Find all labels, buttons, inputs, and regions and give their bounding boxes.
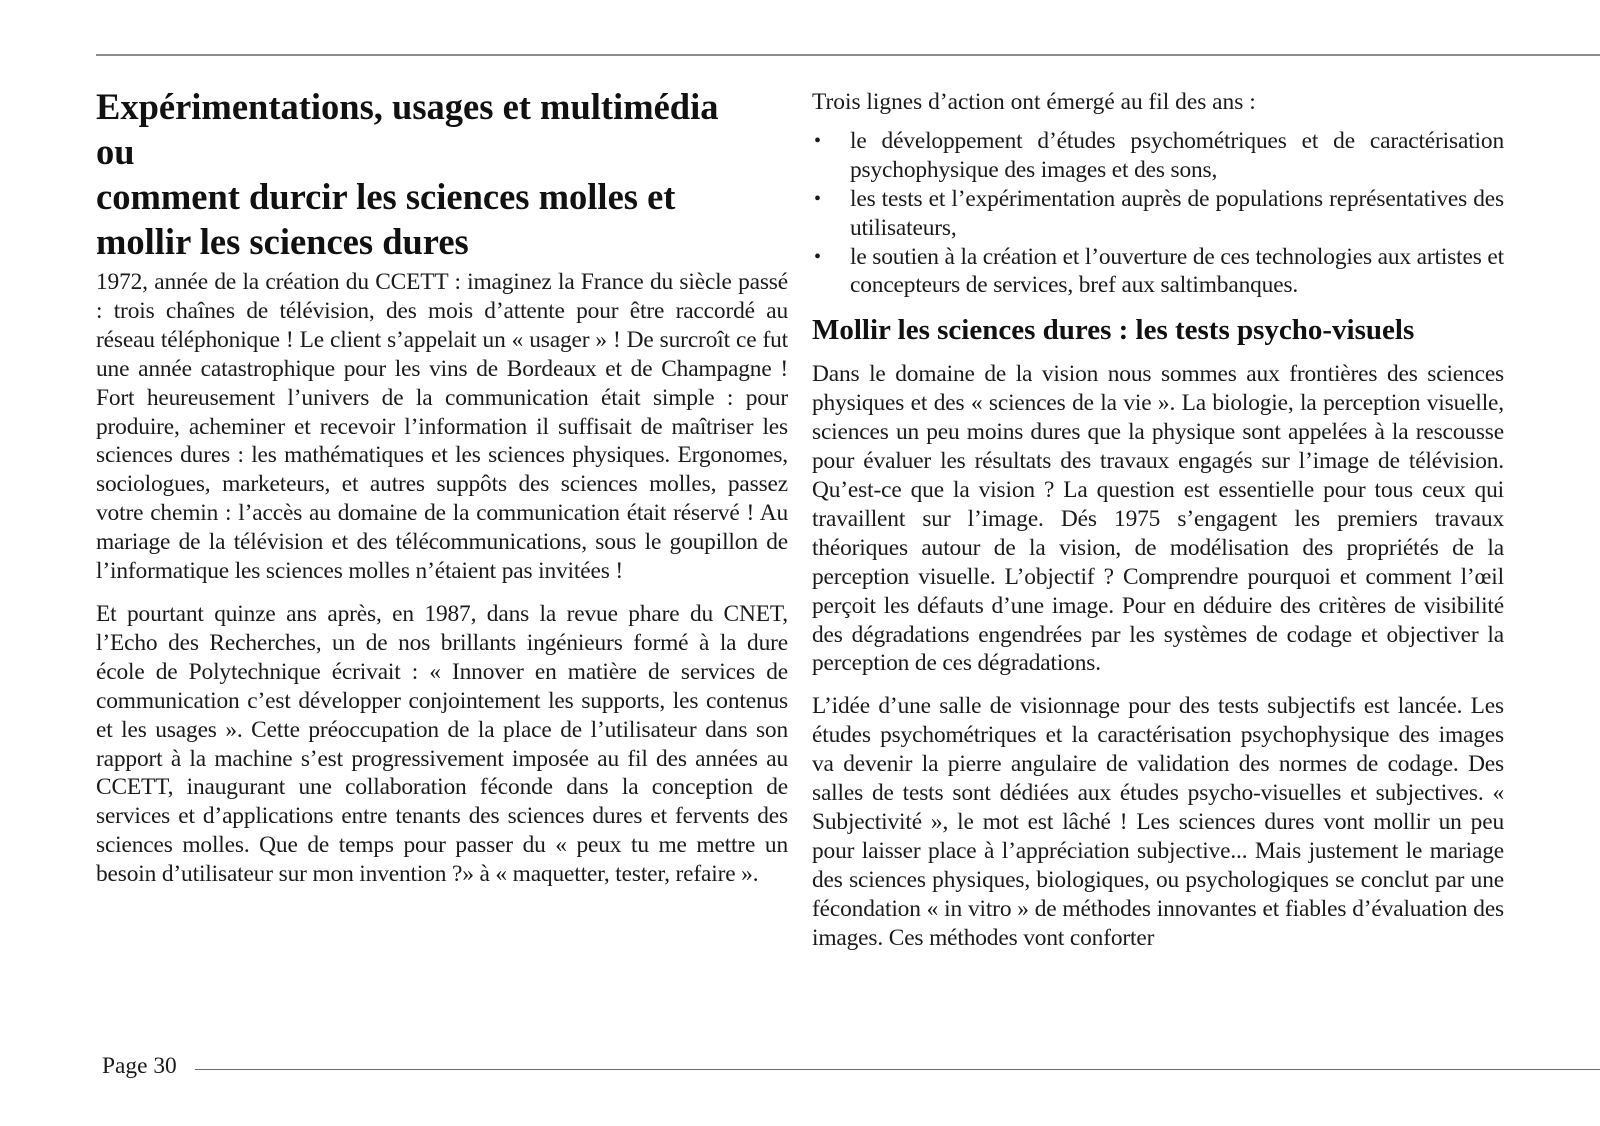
list-item-text: les tests et l’expérimentation auprès de populations représentatives des utilisateurs, [850, 185, 1504, 241]
section-heading: Mollir les sciences dures : les tests psycho-visuels [812, 314, 1415, 347]
action-lines-intro: Trois lignes d’action ont émergé au fil des ans : [812, 89, 1256, 115]
bullet-icon: • [814, 187, 821, 210]
bullet-icon: • [814, 129, 821, 152]
title-line: ou [96, 131, 135, 172]
list-item-text: le développement d’études psychométriques et de caractérisation psychophysique des images et des sons, [850, 127, 1504, 183]
footer-rule [195, 1069, 1600, 1070]
action-lines-list [812, 127, 1504, 300]
article-title [96, 84, 788, 264]
body-paragraph: L’idée d’une salle de visionnage pour des tests subjectifs est lancée. Les études psychométriques et la caractérisation psychophysique des images va devenir la pierre angulaire de validation des normes de codage. Des salles de tests sont dédiées aux études psycho-visuelles et subjectives. « Subjectivité », le mot est lâché ! Les sciences dures vont mollir un peu pour laisser place à l’appréciation subjective... Mais justement le mariage des sciences physiques, biologiques, ou psychologiques se conclut par une fécondation « in vitro » de méthodes innovantes et fiables d’évaluation des images. Ces méthodes vont conforter [812, 693, 1504, 951]
title-line: Expérimentations, usages et multimédia [96, 86, 719, 127]
list-item [812, 243, 1504, 301]
title-line: mollir les sciences dures [96, 221, 469, 262]
body-paragraph: Dans le domaine de la vision nous sommes aux frontières des sciences physiques et des « sciences de la vie ». La biologie, la perception visuelle, sciences un peu moins dures que la physique sont appelées à la rescousse pour évaluer les résultats des travaux engagés sur l’image de télévision. Qu’est-ce que la vision ? La question est essentielle pour tous ceux qui travaillent sur l’image. Dés 1975 s’engagent les premiers travaux théoriques autour de la vision, de modélisation des propriétés de la perception visuelle. L’objectif ? Comprendre pourquoi et comment l’œil perçoit les défauts d’une image. Pour en déduire des critères de visibilité des dégradations engendrées par les systèmes de codage et objectiver la perception de ces dégradations. [812, 361, 1504, 677]
list-item [812, 185, 1504, 243]
right-column [812, 88, 1504, 952]
header-rule [96, 54, 1600, 56]
page-number: Page 30 [102, 1053, 177, 1079]
page-footer [102, 1052, 1600, 1080]
title-line: comment durcir les sciences molles et [96, 176, 676, 217]
bullet-icon: • [814, 245, 821, 268]
body-paragraph: Et pourtant quinze ans après, en 1987, dans la revue phare du CNET, l’Echo des Recherches, un de nos brillants ingénieurs formé à la dure école de Polytechnique écrivait : « Innover en matière de services de communication c’est développer conjointement les supports, les contenus et les usages ». Cette préoccupation de la place de l’utilisateur dans son rapport à la machine s’est progressivement imposée au fil des années au CCETT, inaugurant une collaboration féconde dans la conception de services et d’applications entre tenants des sciences dures et fervents des sciences molles. Que de temps pour passer du « peux tu me mettre un besoin d’utilisateur sur mon invention ?» à « maquetter, tester, refaire ». [96, 600, 788, 888]
list-item-text: le soutien à la création et l’ouverture de ces technologies aux artistes et concepteurs de services, bref aux saltimbanques. [850, 243, 1504, 299]
left-column [96, 84, 788, 889]
list-item [812, 127, 1504, 185]
body-paragraph: 1972, année de la création du CCETT : imaginez la France du siècle passé : trois chaînes de télévision, des mois d’attente pour être raccordé au réseau téléphonique ! Le client s’appelait un « usager » ! De surcroît ce fut une année catastrophique pour les vins de Bordeaux et de Champagne ! Fort heureusement l’univers de la communication était simple : pour produire, acheminer et recevoir l’information il suffisait de maîtriser les sciences dures : les mathématiques et les sciences physiques. Ergonomes, sociologues, marketeurs, et autres suppôts des sciences molles, passez votre chemin : l’accès au domaine de la communication était réservé ! Au mariage de la télévision et des télécommunications, sous le goupillon de l’informatique les sciences molles n’étaient pas invitées ! [96, 269, 788, 585]
